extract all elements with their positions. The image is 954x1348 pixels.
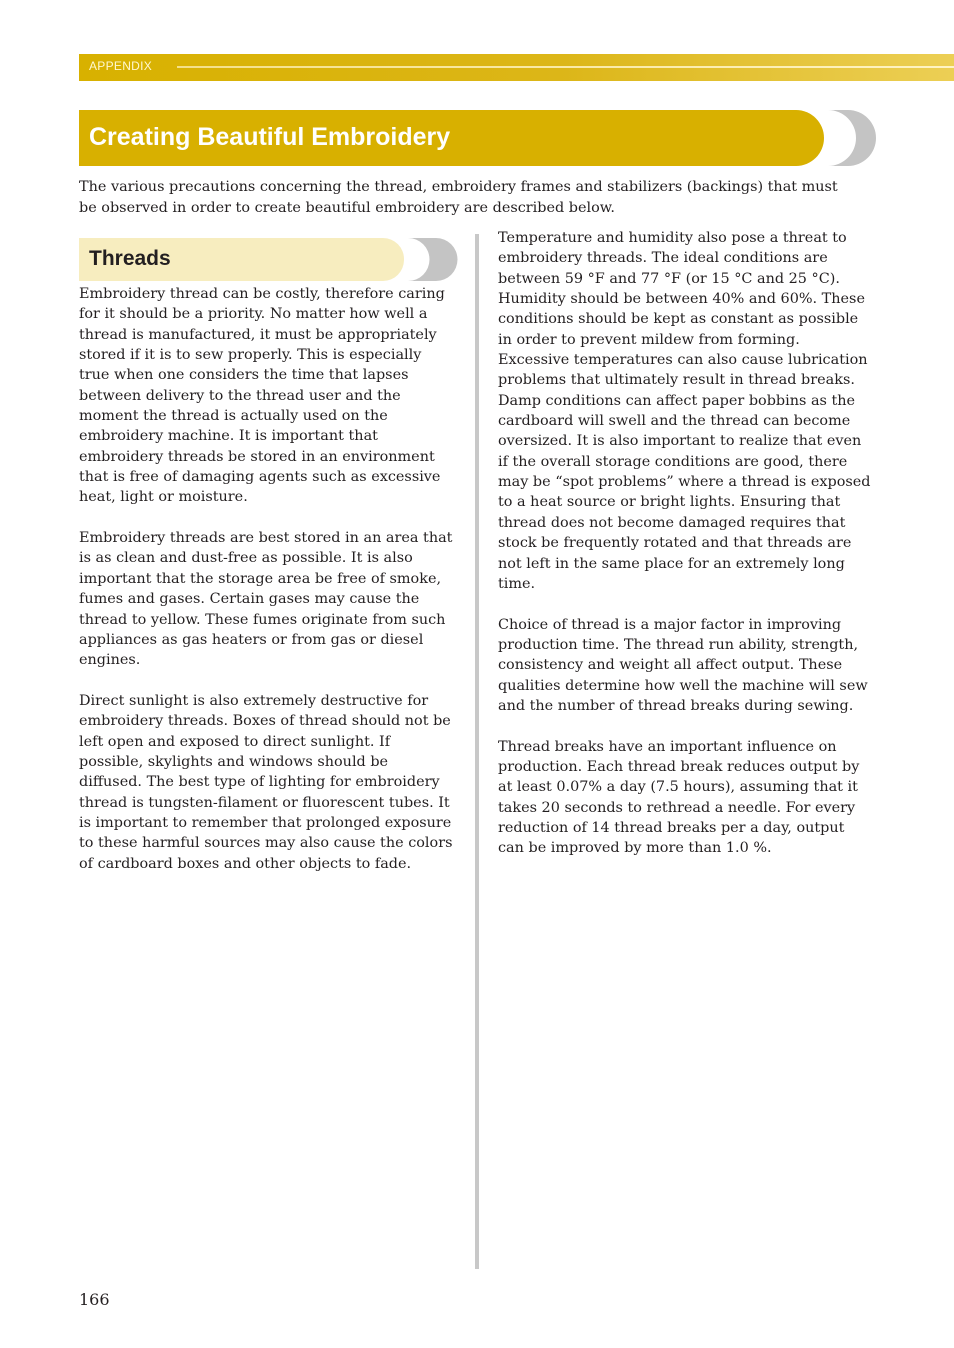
right-column (498, 228, 874, 879)
paragraph: Temperature and humidity also pose a threat to embroidery threads. The ideal conditions are between 59 °F and 77 °F (or 15 °C and 25 °C). Humidity should be between 40% and 60%. These conditions should be kept as constant as possible in order to prevent mildew from forming. Excessive temperatures can also cause lubrication problems that ultimately result in thread breaks. Damp conditions can affect paper bobbins as the cardboard will swell and the thread can become oversized. It is also important to realize that even if the overall storage conditions are good, there may be “spot problems” where a thread is exposed to a heat source or bright lights. Ensuring that thread does not become damaged requires that stock be frequently rotated and that threads are not left in the same place for an extremely long time. (498, 230, 871, 592)
left-column (79, 284, 455, 894)
paragraph: Thread breaks have an important influence on production. Each thread break reduces output by at least 0.07% a day (7.5 hours), assuming that it takes 20 seconds to rethread a needle. For every reduction of 14 thread breaks per a day, output can be improved by more than 1.0 %. (498, 738, 860, 857)
intro-paragraph: The various precautions concerning the thread, embroidery frames and stabilizers (backings) that must be observed in order to create beautiful embroidery are described below. (79, 179, 838, 216)
page-title: Creating Beautiful Embroidery (89, 123, 451, 151)
paragraph: Embroidery thread can be costly, therefore caring for it should be a priority. No matter how well a thread is manufactured, it must be appropriately stored if it is to sew properly. This is especially true when one considers the time that lapses between delivery to the thread user and the moment the thread is actually used on the embroidery machine. It is important that embroidery threads be stored in an environment that is free of damaging agents such as excessive heat, light or moisture. (79, 286, 445, 506)
title-ornament-icon (812, 110, 878, 167)
column-divider (475, 234, 479, 1269)
page-number: 166 (79, 1290, 110, 1309)
header-band (79, 54, 954, 81)
paragraph: Choice of thread is a major factor in improving production time. The thread run ability, strength, consistency and weight all affect output. These qualities determine how well the machine will sew and the number of thread breaks during sewing. (498, 616, 868, 714)
title-bar (79, 110, 824, 166)
section-ornament-icon (396, 238, 458, 282)
section-heading-bar (79, 238, 404, 281)
header-section-label: APPENDIX (89, 59, 153, 73)
header-rule (177, 66, 954, 68)
section-heading: Threads (89, 247, 171, 270)
paragraph: Embroidery threads are best stored in an area that is as clean and dust-free as possible. It is also important that the storage area be free of smoke, fumes and gases. Certain gases may cause the thread to yellow. These fumes originate from such appliances as gas heaters or from gas or diesel engines. (79, 530, 453, 669)
paragraph: Direct sunlight is also extremely destructive for embroidery threads. Boxes of thread should not be left open and exposed to direct sunlight. If possible, skylights and windows should be diffused. The best type of lighting for embroidery thread is tungsten-filament or fluorescent tubes. It is important to remember that prolonged exposure to these harmful sources may also cause the colors of cardboard boxes and other objects to fade. (79, 692, 453, 872)
